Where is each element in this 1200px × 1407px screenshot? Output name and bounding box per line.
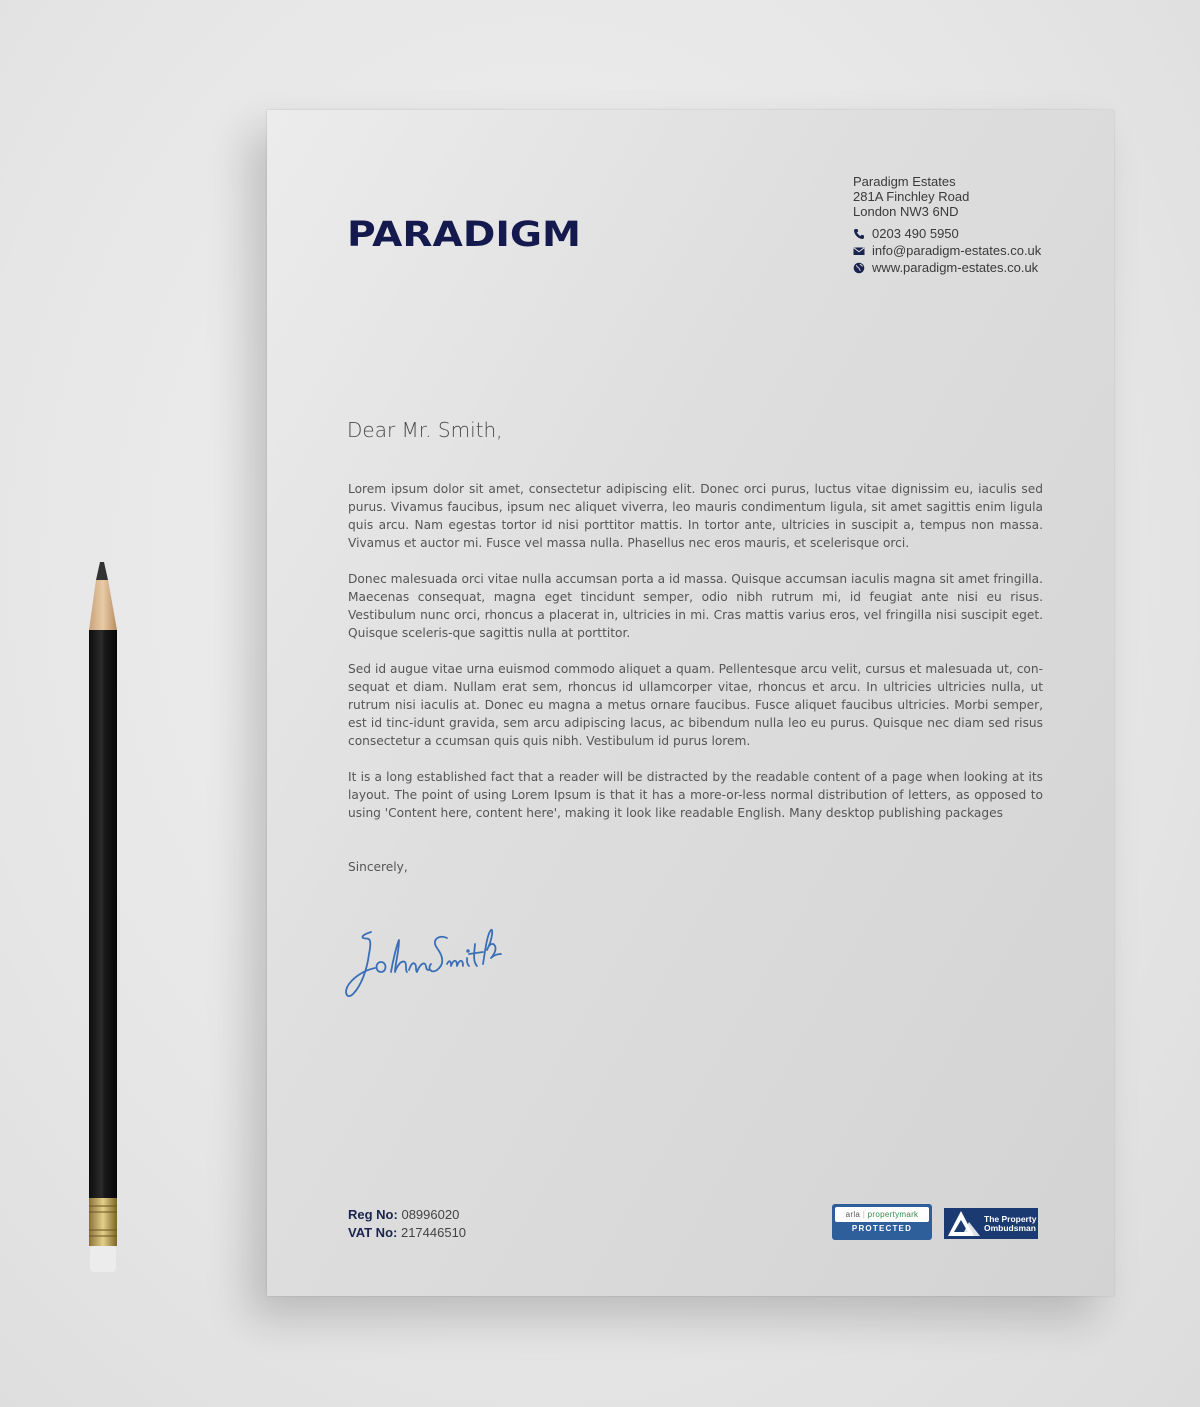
envelope-icon	[853, 245, 865, 257]
ombudsman-triangle-icon	[947, 1210, 981, 1237]
contact-block	[853, 174, 1093, 276]
reg-label: Reg No:	[348, 1207, 398, 1222]
ombudsman-text	[984, 1215, 1036, 1233]
reg-number-row	[348, 1206, 466, 1224]
address-line-3: London NW3 6ND	[853, 204, 959, 219]
pencil-image	[86, 562, 122, 1274]
vat-label: VAT No:	[348, 1225, 398, 1240]
phone-icon	[853, 228, 865, 240]
letterhead-paper	[267, 110, 1114, 1296]
vat-value: 217446510	[400, 1225, 467, 1240]
letter-paragraph-1: Lorem ipsum dolor sit amet, consectetur adipiscing elit. Donec orci purus, luctus vitae dignissim eu, iaculis sed purus. Vivamus faucibus, ipsum nec aliquet viverra, leo mauris condimentum ligula, sit amet sagittis enim ligula quis arcu. Nam egestas tortor id nisi porttitor mattis. In tortor ante, ultricies in suscipit a, tempus non massa. Vivamus et auctor mi. Fusce vel massa nulla. Phasellus nec eros mauris, et scelerisque orci.	[348, 482, 1043, 550]
propertymark-word: propertymark	[867, 1210, 919, 1219]
arla-badge-top: arla | propertymark	[835, 1207, 929, 1222]
phone-number: 0203 490 5950	[872, 226, 959, 241]
registration-info	[348, 1206, 466, 1242]
letter-body	[348, 480, 1043, 840]
address-line-2: 281A Finchley Road	[853, 189, 970, 204]
arla-word: arla	[845, 1210, 861, 1219]
email-address: info@paradigm-estates.co.uk	[872, 243, 1042, 258]
handwritten-signature	[343, 924, 503, 1004]
vat-number-row	[348, 1224, 466, 1242]
ombudsman-line-1: The Property	[984, 1213, 1037, 1224]
address-line-1: Paradigm Estates	[853, 174, 956, 189]
letter-paragraph-3: Sed id augue vitae urna euismod commodo aliquet a quam. Pellentesque arcu velit, cursus et malesuada ut, con-sequat et diam. Nullam erat sem, rhoncus id ullamcorper vitae, rhoncus et arcu. In ultricies ultricies nulla, ut rutrum nisi iaculis at. Donec eu magna a metus ornare faucibus. Fusce aliquet faucibus ultricies. Morbi semper, est id tinc-idunt gravida, sem arcu adipiscing lacus, ac bibendum nulla leo eu purus. Quisque nec diam sed risus consectetur a ccumsan quis quis nibh. Vestibulum id purus lorem.	[348, 662, 1043, 748]
phone-row	[853, 225, 1093, 242]
svg-text:PARADIGM: PARADIGM	[347, 215, 581, 250]
paradigm-logo	[347, 214, 581, 250]
arla-propertymark-badge	[832, 1204, 932, 1240]
property-ombudsman-badge	[944, 1208, 1038, 1239]
reg-value: 08996020	[401, 1207, 460, 1222]
arla-protected-label: PROTECTED	[851, 1224, 913, 1233]
letter-paragraph-2: Donec malesuada orci vitae nulla accumsan porta a id massa. Quisque accumsan iaculis magna sit amet fringilla. Maecenas consequat, magna eget tincidunt semper, odio nibh rutrum mi, id feugiat ante nisi eu risus. Vestibulum nunc orci, rhoncus a placerat in, ultricies in mi. Cras mattis varius eros, vel fringilla nisi suscipit eget. Quisque sceleris-que sagittis nulla at porttitor.	[348, 572, 1043, 640]
website-url: www.paradigm-estates.co.uk	[872, 260, 1039, 275]
ombudsman-line-2: Ombudsman	[984, 1222, 1036, 1233]
website-row	[853, 259, 1093, 276]
email-row	[853, 242, 1093, 259]
letter-closing: Sincerely,	[348, 860, 408, 874]
letter-paragraph-4: It is a long established fact that a reader will be distracted by the readable content of a page when looking at its layout. The point of using Lorem Ipsum is that it has a more-or-less normal distribution of letters, as opposed to using 'Content here, content here', making it look like readable English. Many desktop publishing packages	[348, 770, 1043, 820]
globe-icon	[853, 262, 865, 274]
letter-greeting: Dear Mr. Smith,	[347, 418, 503, 442]
